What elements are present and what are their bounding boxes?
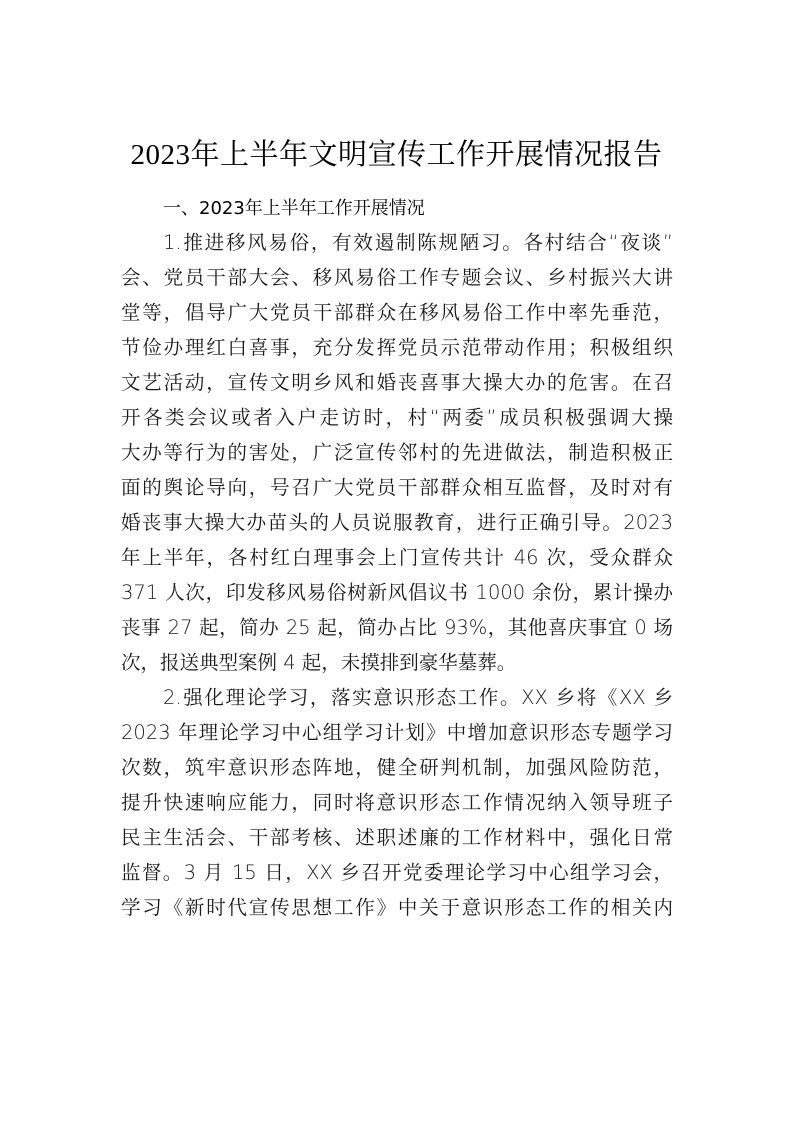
- paragraph-line: 提升快速响应能力，同时将意识形态工作情况纳入领导班子: [121, 791, 673, 814]
- document-body: [121, 225, 673, 925]
- document-title: 2023年上半年文明宣传工作开展情况报告: [130, 139, 663, 171]
- paragraph-line: 2.强化理论学习，落实意识形态工作。XX 乡将《XX 乡: [163, 686, 673, 709]
- section-heading: 一、2023年上半年工作开展情况: [163, 198, 425, 219]
- paragraph-line: 大办等行为的害处，广泛宣传邻村的先进做法，制造积极正: [121, 441, 673, 464]
- paragraph-line: 1.推进移风易俗，有效遏制陈规陋习。各村结合“夜谈”: [163, 231, 673, 254]
- paragraph-line: 节俭办理红白喜事，充分发挥党员示范带动作用；积极组织: [121, 336, 673, 359]
- paragraph-line: 次，报送典型案例 4 起，未摸排到豪华墓葬。: [121, 651, 517, 674]
- paragraph-line: 丧事 27 起，简办 25 起，简办占比 93%，其他喜庆事宜 0 场: [121, 616, 673, 639]
- paragraph-line: 371 人次，印发移风易俗树新风倡议书 1000 余份，累计操办: [121, 581, 673, 604]
- paragraph-line: 文艺活动，宣传文明乡风和婚丧喜事大操大办的危害。在召: [121, 371, 673, 394]
- paragraph-line: 婚丧事大操大办苗头的人员说服教育，进行正确引导。2023: [121, 511, 673, 534]
- paragraph-line: 民主生活会、干部考核、述职述廉的工作材料中，强化日常: [121, 826, 673, 849]
- paragraph-2: [121, 680, 673, 925]
- paragraph-line: 开各类会议或者入户走访时，村“两委”成员积极强调大操: [121, 406, 673, 429]
- paragraph-line: 学习《新时代宣传思想工作》中关于意识形态工作的相关内: [121, 896, 673, 919]
- paragraph-line: 面的舆论导向，号召广大党员干部群众相互监督，及时对有: [121, 476, 673, 499]
- paragraph-line: 监督。3 月 15 日，XX 乡召开党委理论学习中心组学习会，: [121, 861, 673, 884]
- paragraph-line: 会、党员干部大会、移风易俗工作专题会议、乡村振兴大讲: [121, 266, 673, 289]
- paragraph-line: 年上半年，各村红白理事会上门宣传共计 46 次，受众群众: [121, 546, 673, 569]
- paragraph-1: [121, 225, 673, 680]
- paragraph-line: 堂等，倡导广大党员干部群众在移风易俗工作中率先垂范，: [121, 301, 673, 324]
- paragraph-line: 2023 年理论学习中心组学习计划》中增加意识形态专题学习: [121, 721, 673, 744]
- paragraph-line: 次数，筑牢意识形态阵地，健全研判机制，加强风险防范，: [121, 756, 673, 779]
